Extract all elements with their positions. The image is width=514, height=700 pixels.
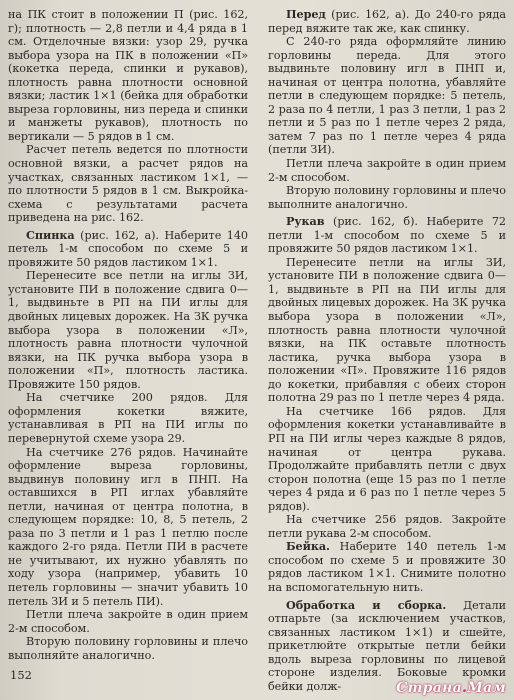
pered-text: (рис. 162, а). До 240-го ряда перед вяжите так же, как спинку. — [268, 8, 506, 35]
paragraph: Вторую половину горловины и плечо выполните аналогично. — [268, 184, 506, 211]
section-head-spinka: Спинка — [26, 227, 75, 242]
paragraph: Петли плеча закройте в один прием 2-м способом. — [8, 608, 248, 635]
paragraph: Перенесите все петли на иглы ЗИ, установите ПИ в положение сдвига 0—1, выдвиньте в РП на ПИ иглы для двойных лицевых дорожек. На ЗК ручка выбора узора в положении «Л», плотность равна плотности чулочной вязки, на ПК ручка выбора узора в положении «П», плотность ластика. Провяжите 150 рядов. — [8, 269, 248, 391]
page-number: 152 — [10, 668, 32, 682]
paragraph-beika — [268, 540, 506, 594]
left-column — [8, 8, 248, 662]
paragraph: Вторую половину горловины и плечо выполняйте аналогично. — [8, 635, 248, 662]
paragraph-pered — [268, 8, 506, 35]
spinka-ref: (рис. 162, а). — [74, 228, 165, 242]
spinka-text: Наберите 140 петель 1-м способом по схеме 5 и провяжите 50 рядов ластиком 1×1. — [8, 228, 248, 269]
paragraph: На счетчике 256 рядов. Закройте петли рукава 2-м способом. — [268, 513, 506, 540]
obrabotka-text: Детали отпарьте (за исключением участков, связанных ластиком 1×1) и сшейте, прикетлюйте открытые петли бейки вдоль выреза горловины по лицевой стороне изделия. Боковые кромки бейки долж- — [268, 598, 506, 693]
paragraph: На счетчике 166 рядов. Для оформления кокетки устанавливайте в РП на ПИ иглы через каждые 8 рядов, начиная от центра рукава. Продолжайте прибавлять петли с двух сторон полотна (еще 15 раз по 1 петле через 4 ряда и 6 раз по 1 петле через 5 рядов). — [268, 404, 506, 513]
paragraph: С 240-го ряда оформляйте линию горловины переда. Для этого выдвиньте половину игл в ПНП и, начиная от центра полотна, убавляйте петли в следующем порядке: 5 петель, 2 раза по 4 петли, 1 раз 3 петли, 1 раз 2 петли и 5 раз по 1 петле через 2 ряда, затем 7 раз по 1 петле через 4 ряда (петли ЗИ). — [268, 35, 506, 157]
paragraph: на ПК стоит в положении П (рис. 162, г); плотность — 2,8 петли и 4,4 ряда в 1 см. Отделочные вязки: узор 29, ручка выбора узора на ПК в положении «П» (кокетка переда, спинки и рукавов), плотность равна плотности основной вязки; ластик 1×1 (бейка для обработки выреза горловины, низ переда и спинки и манжеты рукавов), плотность по вертикали — 5 рядов в 1 см. — [8, 8, 248, 143]
right-column — [268, 8, 506, 693]
watermark-logo: Страна.Мам — [396, 680, 506, 696]
paragraph: На счетчике 200 рядов. Для оформления кокетки вяжите, устанавливая в РП на ПИ иглы по перевернутой схеме узора 29. — [8, 391, 248, 445]
paragraph-spinka — [8, 229, 248, 270]
paragraph: Расчет петель ведется по плотности основной вязки, а расчет рядов на участках, связанных ластиком 1×1, — по плотности 5 рядов в 1 см. Выкройка-схема с результатами расчета приведена на рис. 162. — [8, 143, 248, 225]
section-head-rukav: Рукав — [286, 214, 325, 229]
paragraph: Петли плеча закройте в один прием 2-м способом. — [268, 157, 506, 184]
beika-text: Наберите 140 петель 1-м способом по схеме 5 и провяжите 30 рядов ластиком 1×1. Снимите полотно на вспомогательную нить. — [268, 540, 506, 594]
paragraph-rukav — [268, 215, 506, 256]
section-head-obrabotka: Обработка и сборка. — [286, 597, 447, 612]
paragraph: На счетчике 276 рядов. Начинайте оформление выреза горловины, выдвинув половину игл в ПНП. На оставшихся в РП иглах убавляйте петли, начиная от центра полотна, в следующем порядке: 10, 8, 5 петель, 2 раза по 3 петли и 1 раз 1 петлю после каждого 2-го ряда. Петли ПИ в расчете не учитывают, их нужно убавлять по ходу узора (например, убавить 10 петель горловины — значит убавить 10 петель ЗИ и 5 петель ПИ). — [8, 445, 248, 608]
section-head-pered: Перед — [286, 7, 326, 21]
section-head-beika: Бейка. — [286, 539, 330, 554]
rukav-text: (рис. 162, б). Наберите 72 петли 1-м способом по схеме 5 и провяжите 50 рядов ластиком 1×1. — [268, 215, 506, 256]
paragraph: Перенесите петли на иглы ЗИ, установите ПИ в положение сдвига 0—1, выдвиньте в РП на ПИ иглы для двойных лицевых дорожек. На ЗК ручка выбора узора в положении «Л», плотность равна плотности чулочной вязки, на ПК оставьте плотность ластика, ручка выбора узора в положении «П». Провяжите 116 рядов до кокетки, прибавляя с обеих сторон полотна 29 раз по 1 петле через 4 ряда. — [268, 255, 506, 405]
